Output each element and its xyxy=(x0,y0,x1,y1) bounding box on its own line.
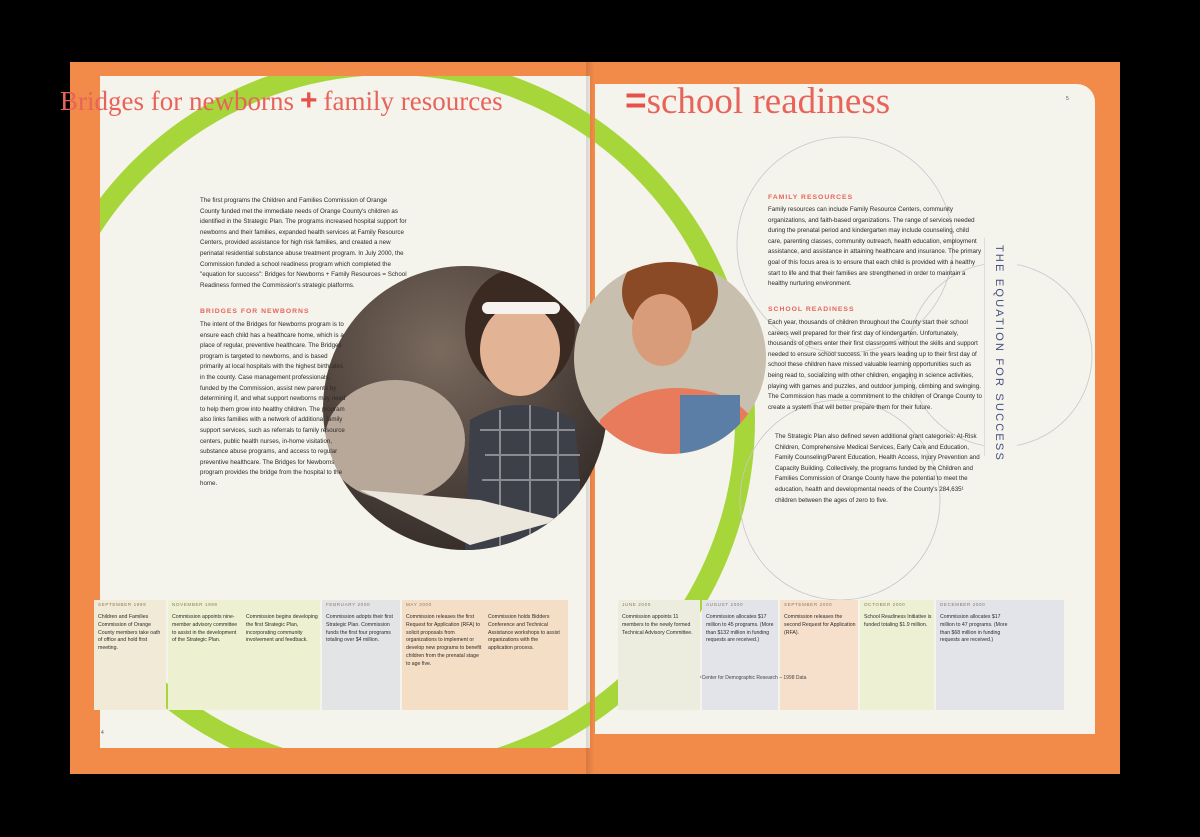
timeline-text: Commission allocates $17 million to 47 programs. (More than $68 million in funding requests are received.) xyxy=(940,614,1008,644)
timeline-text: Commission releases the second Request for Application (RFA). xyxy=(784,614,856,636)
family-heading: FAMILY RESOURCES xyxy=(768,194,854,201)
timeline-text: Commission allocates $17 million to 45 programs. (More than $132 million in funding requests are received.) xyxy=(706,614,774,644)
timeline-date: NOVEMBER 1999 xyxy=(172,602,218,607)
bridges-paragraph: The intent of the Bridges for Newborns program is to ensure each child has a healthcare home, which is a place of regular, preventive healthcare. The Bridges program is targeted to newborns, and is based primarily at local hospitals with the highest birthrates in the county. Case management professionals, funded by the Commission, assist new parents by determining if, and what support newborns may need to help them grow into healthy children. The program also links families with a network of additional family support services, such as referrals to family resource centers, public health nurses, in-home visitation, substance abuse programs, and access to regular preventive healthcare. The Bridges for Newborns program provides the bridge from the hospital to the home. xyxy=(200,321,346,487)
timeline-text: Commission begins developing the first Strategic Plan, incorporating community involvement and feedback. xyxy=(246,614,318,644)
headline-right xyxy=(625,80,890,123)
timeline-date: DECEMBER 2000 xyxy=(940,602,986,607)
timeline-date: JUNE 2000 xyxy=(622,602,651,607)
timeline-item xyxy=(936,600,1012,708)
timeline-text: Commission appoints 11 members to the newly formed Technical Advisory Committee. xyxy=(622,614,693,636)
headline-family: family resources xyxy=(323,86,503,116)
headline-bridges: Bridges for newborns xyxy=(60,86,294,116)
equals-icon: = xyxy=(625,80,647,121)
timeline-item xyxy=(860,600,936,708)
timeline-text: School Readiness Initiative is funded totaling $1.9 million. xyxy=(864,614,932,628)
timeline-item xyxy=(322,600,398,708)
timeline-text: Commission adopts their first Strategic Plan. Commission funds the first four programs totaling over $4 million. xyxy=(326,614,393,644)
timeline-text: Children and Families Commission of Orange County members take oath of office and hold first meeting. xyxy=(98,614,161,652)
school-heading: SCHOOL READINESS xyxy=(768,306,855,313)
timeline-text: Commission appoints nine-member advisory committee to assist in the development of the Strategic Plan. xyxy=(172,614,238,644)
timeline-item xyxy=(618,600,694,708)
strategic-paragraph: The Strategic Plan also defined seven additional grant categories: At-Risk Children, Comprehensive Medical Services, Early Care and Education, Family Counseling/Parent Education, Health Access, Injury Prevention and Capacity Building. Collectively, the programs funded by the Children and Families Commission of Orange County have the potential to meet the education, health and developmental needs of the County's 284,635¹ children between the ages of zero to five. xyxy=(775,433,980,504)
timeline-date: FEBRUARY 2000 xyxy=(326,602,371,607)
timeline-item xyxy=(94,600,170,708)
timeline-date: SEPTEMBER 2000 xyxy=(784,602,833,607)
timeline-date: MAY 2000 xyxy=(406,602,432,607)
timeline-item xyxy=(242,600,318,708)
timeline-date: SEPTEMBER 1999 xyxy=(98,602,147,607)
family-paragraph: Family resources can include Family Resource Centers, community organizations, and faith-based organizations. The range of services needed during the prenatal period and kindergarten may include counseling, child care, parenting classes, community outreach, health education, employment assistance, and assistance in attaining healthcare and insurance. The primary goal of this focus area is to ensure that each child is provided with a healthy start to life and that their families are strengthened in order to maintain a healthy nurturing environment. xyxy=(768,206,982,288)
side-tab-label: THE EQUATION FOR SUCCESS xyxy=(993,245,1005,462)
school-paragraph: Each year, thousands of children throughout the County start their school careers well prepared for their first day of kindergarten. Unfortunately, thousands of others enter their first classrooms without the skills and support needed to ensure school success. In the years leading up to their first day of school these children have missed valuable learning opportunities such as being read to, socializing with other children, engaging in science activities, playing with games and puzzles, and outdoor jumping, climbing and swinging. The Commission has made a commitment to the children of Orange County to create a system that will better prepare them for their future. xyxy=(768,319,982,411)
timeline-date: AUGUST 2000 xyxy=(706,602,744,607)
timeline-item xyxy=(780,600,856,708)
timeline-item xyxy=(168,600,244,708)
timeline-date: OCTOBER 2000 xyxy=(864,602,906,607)
timeline-item xyxy=(402,600,482,708)
plus-icon: + xyxy=(299,84,318,117)
footnote: ¹Center for Demographic Research – 1998 Data xyxy=(700,675,807,681)
timeline-text: Commission releases the first Request for Application (RFA) to solicit proposals from organizations to implement or develop new programs to benefit children from the prenatal stage to age five. xyxy=(406,614,482,667)
timeline-item xyxy=(484,600,560,708)
headline-left xyxy=(60,84,503,118)
intro-paragraph: The first programs the Children and Families Commission of Orange County funded met the immediate needs of Orange County's children as identified in the Strategic Plan. The programs increased hospital support for newborns and their families, expanded health services at Family Resource Centers, provided assistance for high risk families, and created a new perinatal residential substance abuse treatment program. In July 2000, the Commission funded a school readiness program which completed the "equation for success": Bridges for Newborns + Family Resources = School Readiness formed the Commission's strategic platforms. xyxy=(200,197,407,289)
page-number-left: 4 xyxy=(101,730,104,736)
photo-mother-reading-to-child xyxy=(320,248,770,560)
timeline-item xyxy=(702,600,778,708)
headline-school: school readiness xyxy=(646,81,891,122)
page-number-right: 5 xyxy=(1066,96,1069,102)
bridges-heading: BRIDGES FOR NEWBORNS xyxy=(200,308,310,315)
timeline-text: Commission holds Bidders Conference and Technical Assistance workshops to assist organizations with the application process. xyxy=(488,614,560,652)
